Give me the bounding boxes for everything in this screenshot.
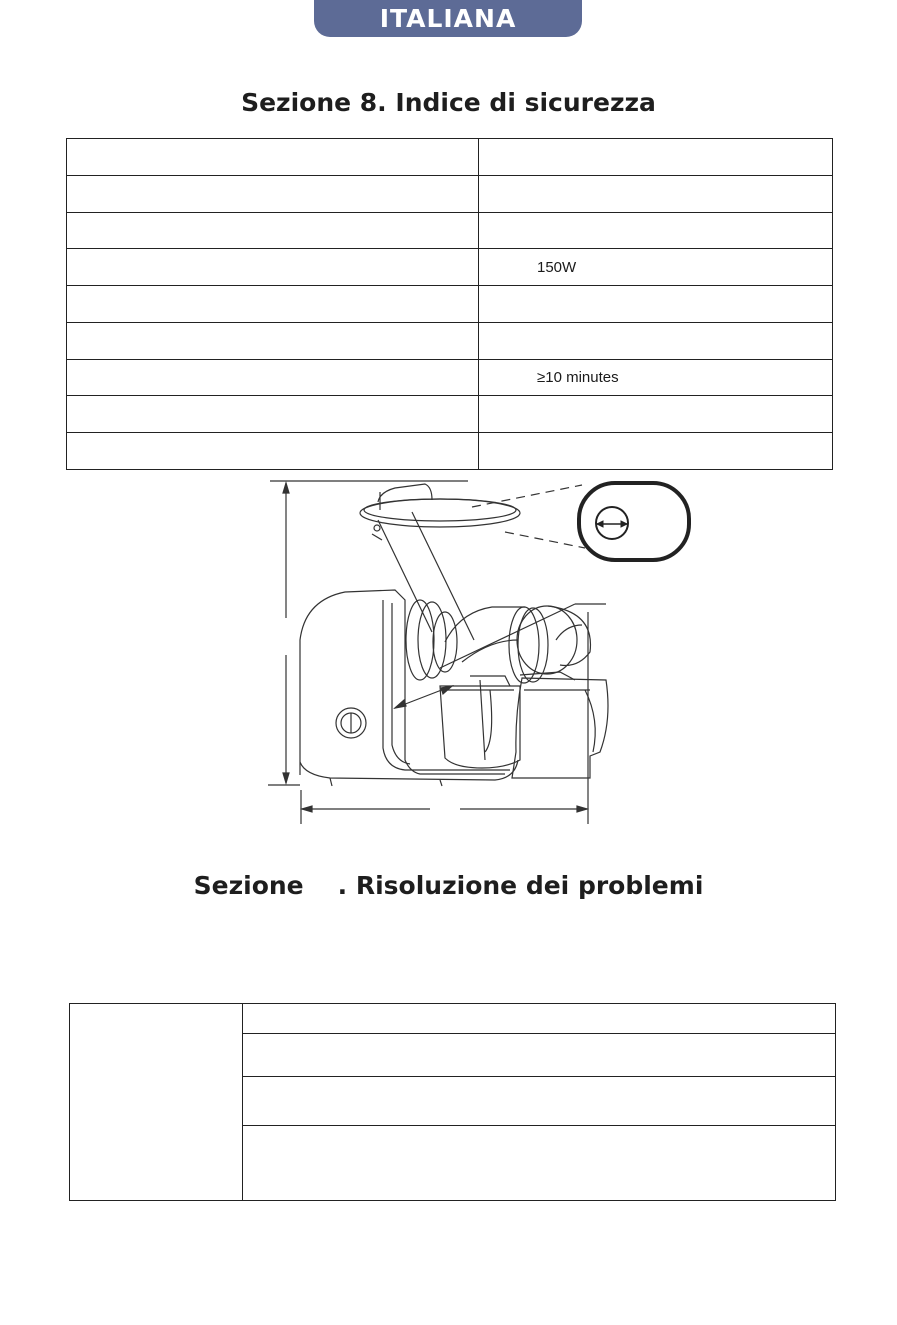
section-9-title-prefix: Sezione — [193, 871, 304, 900]
solution-cell — [243, 1126, 836, 1201]
section-8-title: Sezione 8. Indice di sicurezza — [241, 88, 656, 117]
troubleshooting-table — [69, 1003, 836, 1201]
juicer-drawing — [268, 481, 608, 824]
section-9-title — [0, 871, 897, 900]
spec-value-power: 150W — [479, 249, 833, 286]
problem-cell — [70, 1004, 243, 1201]
table-row — [70, 1004, 836, 1034]
solution-cell — [243, 1004, 836, 1034]
solution-cell — [243, 1034, 836, 1077]
solution-cell — [243, 1077, 836, 1126]
language-tab: ITALIANA — [314, 0, 582, 37]
feeding-chute-detail-icon — [579, 483, 689, 560]
section-9-title-suffix: . Risoluzione dei problemi — [337, 871, 704, 900]
spec-value-runtime: ≥10 minutes — [479, 359, 833, 396]
